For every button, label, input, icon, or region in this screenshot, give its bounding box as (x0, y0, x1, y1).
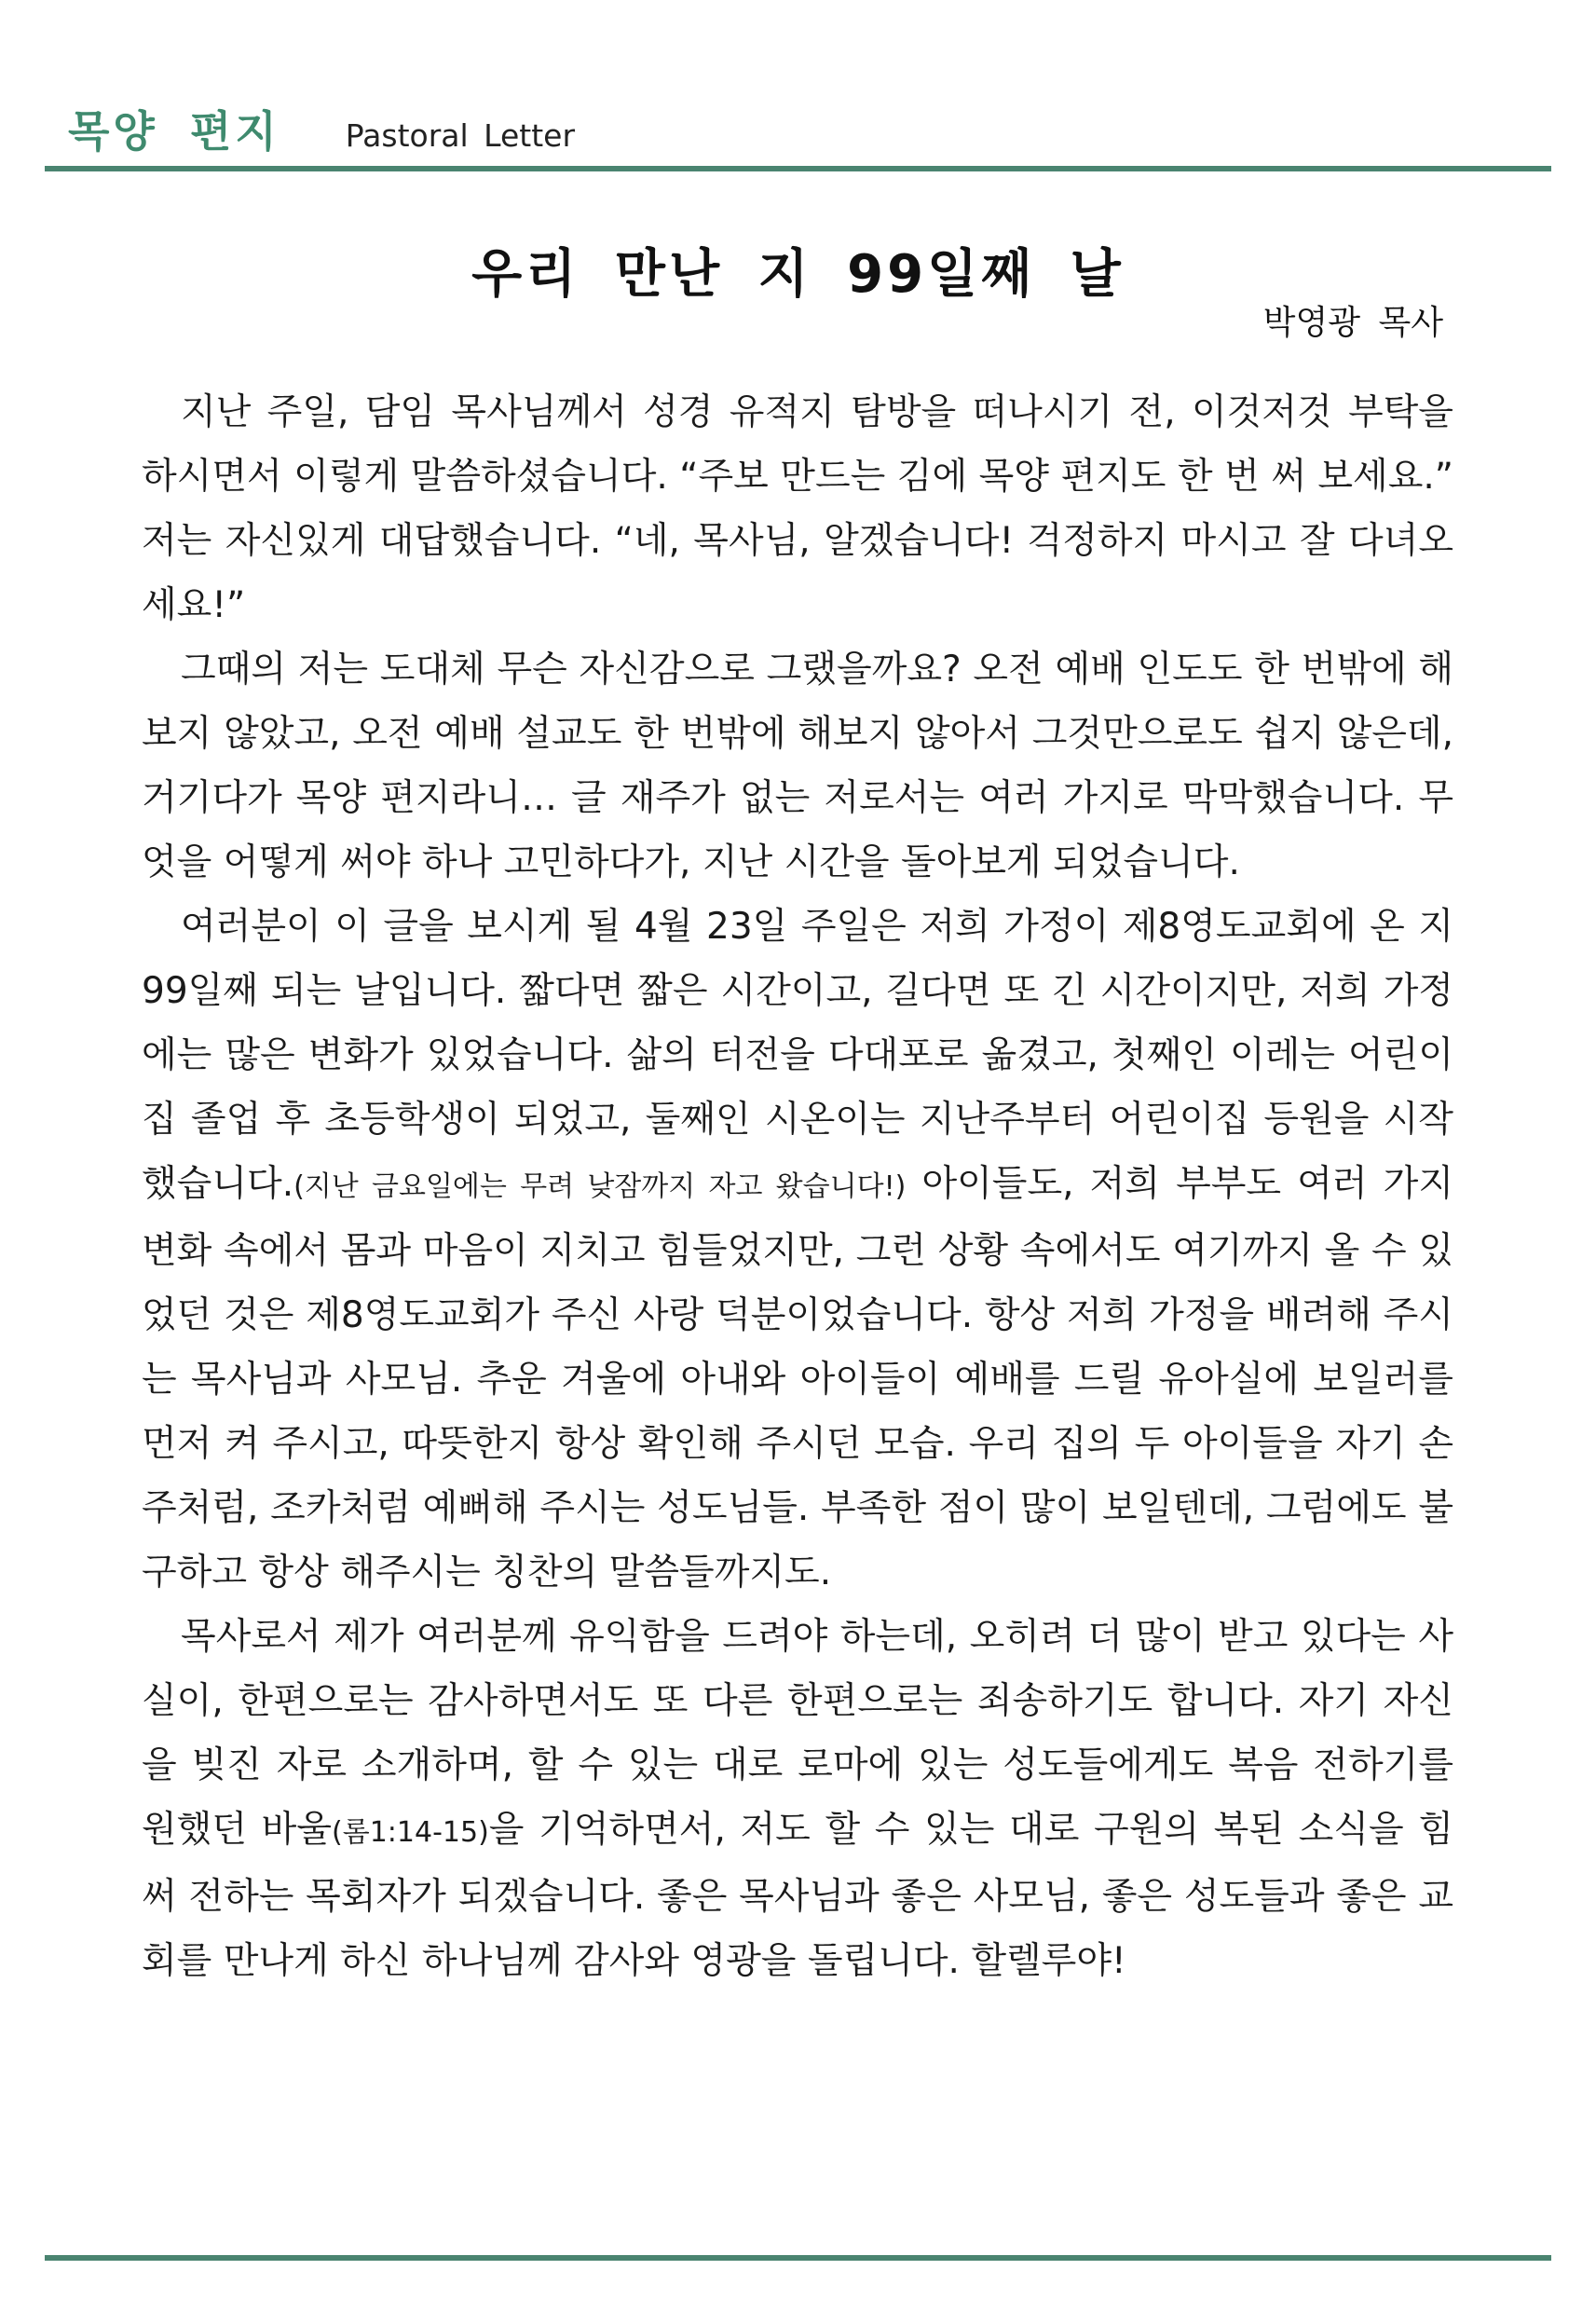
footer-divider (45, 2255, 1551, 2261)
article-body (142, 380, 1453, 1993)
paragraph-1 (142, 380, 1453, 637)
page-header (68, 98, 575, 163)
paragraph-3-text-b: 아이들도, 저희 부부도 여러 가지 변화 속에서 몸과 마음이 지치고 힘들었지만, 그런 상황 속에서도 여기까지 올 수 있었던 것은 제8영도교회가 주신 사랑 덕분이었습니다. 항상 저희 가정을 배려해 주시는 목사님과 사모님. 추운 겨울에 아내와 아이들이 예배를 드릴 유아실에 보일러를 먼저 켜 주시고, 따뜻한지 항상 확인해 주시던 모습. 우리 집의 두 아이들을 자기 손주처럼, 조카처럼 예뻐해 주시는 성도님들. 부족한 점이 많이 보일텐데, 그럼에도 불구하고 항상 해주시는 칭찬의 말씀들까지도. (142, 1163, 1453, 1593)
paragraph-3 (142, 895, 1453, 1605)
paragraph-1-text: 지난 주일, 담임 목사님께서 성경 유적지 탐방을 떠나시기 전, 이것저것 부탁을 하시면서 이렇게 말씀하셨습니다. “주보 만드는 김에 목양 편지도 한 번 써 보세요.” 저는 자신있게 대답했습니다. “네, 목사님, 알겠습니다! 걱정하지 마시고 잘 다녀오세요!” (142, 391, 1453, 626)
header-title-english: Pastoral Letter (345, 117, 576, 154)
paragraph-2-text: 그때의 저는 도대체 무슨 자신감으로 그랬을까요? 오전 예배 인도도 한 번밖에 해보지 않았고, 오전 예배 설교도 한 번밖에 해보지 않아서 그것만으로도 쉽지 않은데, 거기다가 목양 편지라니… 글 재주가 없는 저로서는 여러 가지로 막막했습니다. 무엇을 어떻게 써야 하나 고민하다가, 지난 시간을 돌아보게 되었습니다. (142, 649, 1453, 883)
paragraph-4-text-a: 목사로서 제가 여러분께 유익함을 드려야 하는데, 오히려 더 많이 받고 있다는 사실이, 한편으로는 감사하면서도 또 다른 한편으로는 죄송하기도 합니다. 자기 자신을 빚진 자로 소개하며, 할 수 있는 대로 로마에 있는 성도들에게도 복음 전하기를 원했던 바울 (142, 1616, 1453, 1851)
paragraph-4 (142, 1605, 1453, 1993)
header-divider (45, 166, 1551, 171)
paragraph-4-text-b: 을 기억하면서, 저도 할 수 있는 대로 구원의 복된 소식을 힘써 전하는 목회자가 되겠습니다. 좋은 목사님과 좋은 사모님, 좋은 성도들과 좋은 교회를 만나게 하신 하나님께 감사와 영광을 돌립니다. 할렐루야! (142, 1809, 1453, 1982)
paragraph-2 (142, 637, 1453, 895)
paragraph-3-text-a: 여러분이 이 글을 보시게 될 4월 23일 주일은 저희 가정이 제8영도교회에 온 지 99일째 되는 날입니다. 짧다면 짧은 시간이고, 길다면 또 긴 시간이지만, 저희 가정에는 많은 변화가 있었습니다. 삶의 터전을 다대포로 옮겼고, 첫째인 이레는 어린이집 졸업 후 초등학생이 되었고, 둘째인 시온이는 지난주부터 어린이집 등원을 시작했습니다. (142, 906, 1453, 1205)
header-title-korean: 목양 편지 (68, 106, 280, 157)
paragraph-3-aside-note: (지난 금요일에는 무려 낮잠까지 자고 왔습니다!) (293, 1170, 907, 1203)
article-author: 박영광 목사 (1262, 304, 1443, 342)
scripture-reference: (롬1:14-15) (332, 1816, 489, 1849)
article-title: 우리 만난 지 99일째 날 (471, 244, 1125, 305)
